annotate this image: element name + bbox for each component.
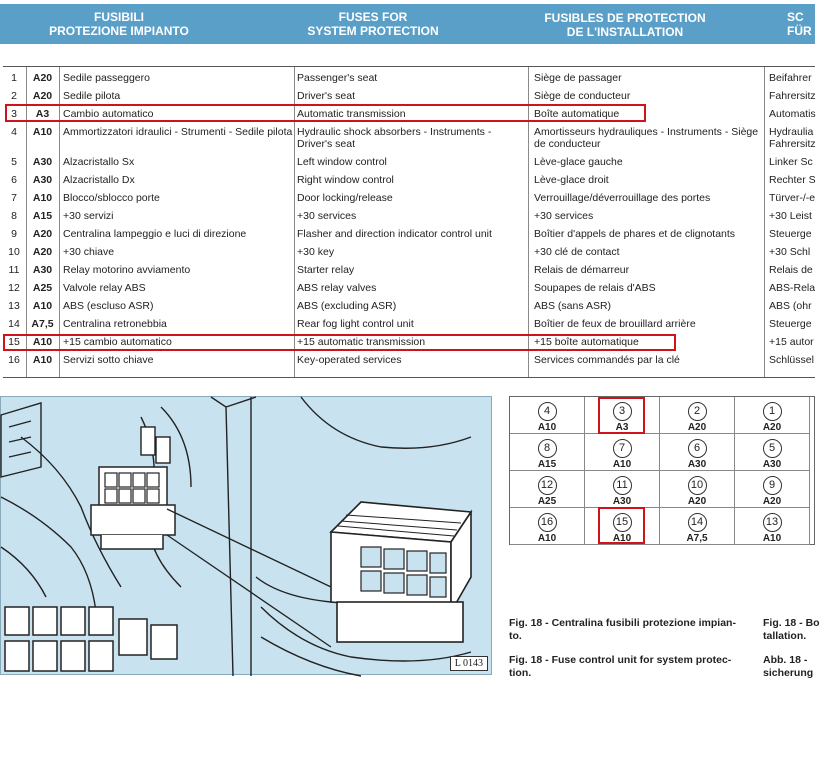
table-row [3, 315, 815, 333]
fuse-desc-italian: +15 cambio automatico [63, 336, 172, 348]
fuse-map-rating: A20 [762, 422, 782, 433]
highlight-row-15 [3, 334, 676, 351]
fuse-desc-english: Hydraulic shock absorbers - Instruments - Driver's seat [297, 126, 492, 150]
fuse-number: 9 [11, 228, 17, 240]
caption-italian-line2: to. [509, 630, 522, 642]
caption-english [509, 654, 754, 680]
table-row [3, 225, 815, 243]
fuse-desc-english: Rear fog light control unit [297, 318, 414, 330]
fuse-rating: A10 [32, 354, 53, 366]
fuse-rating: A25 [32, 282, 53, 294]
fuse-desc-french: Verrouillage/déverrouillage des portes [534, 192, 711, 204]
fuse-map-rating: A7,5 [686, 533, 708, 544]
fuse-rating: A20 [32, 90, 53, 102]
header-german [787, 10, 817, 38]
fuse-desc-german: ABS-Rela [769, 282, 816, 294]
fuse-number: 16 [8, 354, 20, 366]
fuse-map-cell [660, 397, 735, 434]
fuse-map-rating: A3 [615, 422, 629, 433]
fuse-desc-english: Automatic transmission [297, 108, 406, 120]
fuse-desc-french: ABS (sans ASR) [534, 300, 612, 312]
fuse-desc-french: Boîte automatique [534, 108, 620, 120]
fuse-map-number: 1 [763, 402, 782, 421]
table-row [3, 351, 815, 369]
fuse-map-cell [735, 434, 810, 471]
fuse-desc-french: Relais de démarreur [534, 264, 630, 276]
fuse-desc-german: ABS (ohr [769, 300, 812, 312]
fuse-map-rating: A10 [537, 533, 557, 544]
fuse-number: 10 [8, 246, 20, 258]
table-row [3, 207, 815, 225]
fuse-number: 8 [11, 210, 17, 222]
fuse-desc-english: ABS (excluding ASR) [297, 300, 397, 312]
table-row [3, 69, 815, 87]
header-french [532, 11, 718, 39]
fuse-map-cell [660, 471, 735, 508]
fuse-map-rating: A30 [687, 459, 707, 470]
fuse-desc-german: Schlüssel [769, 354, 814, 366]
table-row [3, 297, 815, 315]
fuse-map-number: 14 [688, 513, 707, 532]
header-italian-line1: FUSIBILI [94, 10, 144, 24]
fuse-desc-german: Hydraulia Fahrersitz [769, 126, 816, 150]
fuse-desc-english: +30 services [297, 210, 357, 222]
caption-german [763, 654, 815, 680]
header-french-line2: DE L'INSTALLATION [566, 25, 684, 39]
fuse-map-rating: A15 [537, 459, 557, 470]
fuse-map-number: 7 [613, 439, 632, 458]
fuse-map-cell [735, 508, 810, 545]
header-english-line1: FUSES FOR [338, 10, 408, 24]
highlight-row-3 [5, 104, 646, 122]
fuse-rating: A7,5 [31, 318, 54, 330]
fuse-desc-french: +15 boîte automatique [534, 336, 639, 348]
fuse-map-cell [735, 397, 810, 434]
fuse-rating: A20 [32, 228, 53, 240]
caption-german-line1: Abb. 18 - [763, 654, 808, 666]
fuse-map-cell [510, 471, 585, 508]
fuse-map-cell [660, 508, 735, 545]
table-row [3, 171, 815, 189]
fuse-number: 6 [11, 174, 17, 186]
table-row [3, 243, 815, 261]
fuse-desc-italian: Relay motorino avviamento [63, 264, 191, 276]
fuse-desc-english: Door locking/release [297, 192, 393, 204]
header-german-line1: SC [787, 10, 804, 24]
fuse-number: 3 [11, 108, 17, 120]
fuse-rating: A20 [32, 246, 53, 258]
fuse-desc-english: Right window control [297, 174, 394, 186]
fuse-desc-english: Driver's seat [297, 90, 356, 102]
fuse-number: 12 [8, 282, 20, 294]
caption-italian [509, 617, 754, 643]
header-italian [42, 10, 196, 38]
header-italian-line2: PROTEZIONE IMPIANTO [49, 24, 189, 38]
fuse-desc-italian: Servizi sotto chiave [63, 354, 154, 366]
fuse-rating: A3 [35, 108, 50, 120]
caption-italian-line1: Fig. 18 - Centralina fusibili protezione impian- [509, 617, 736, 629]
fuse-desc-english: Flasher and direction indicator control unit [297, 228, 492, 240]
fuse-desc-english: Passenger's seat [297, 72, 378, 84]
header-english-line2: SYSTEM PROTECTION [307, 24, 439, 38]
fuse-map-number: 6 [688, 439, 707, 458]
caption-german-line2: sicherung [763, 667, 814, 679]
caption-french-line2: tallation. [763, 630, 807, 642]
fuse-rating: A20 [32, 72, 53, 84]
fuse-desc-french: +30 services [534, 210, 594, 222]
fuse-desc-italian: Sedile passeggero [63, 72, 150, 84]
fuse-desc-german: Automatis [769, 108, 816, 120]
fuse-rating: A30 [32, 264, 53, 276]
header-german-line2: FÜR I [787, 24, 819, 38]
fuse-map-rating: A30 [612, 496, 632, 507]
table-row [3, 189, 815, 207]
fuse-map-number: 15 [613, 513, 632, 532]
fuse-desc-german: Rechter S [769, 174, 816, 186]
fuse-desc-german: Fahrersitz [769, 90, 816, 102]
fuse-box-illustration [0, 396, 492, 675]
table-row [3, 153, 815, 171]
fuse-desc-french: Amortisseurs hydrauliques - Instruments - Siège de conducteur [534, 126, 759, 150]
caption-english-line1: Fig. 18 - Fuse control unit for system protec- [509, 654, 732, 666]
fuse-map-number: 2 [688, 402, 707, 421]
fuse-desc-italian: Valvole relay ABS [63, 282, 146, 294]
header-english [300, 10, 446, 38]
fuse-map-rating: A20 [687, 496, 707, 507]
fuse-desc-french: Siège de conducteur [534, 90, 631, 102]
fuse-desc-english: Key-operated services [297, 354, 402, 366]
fuse-desc-german: Relais de [769, 264, 813, 276]
fuse-desc-italian: Blocco/sblocco porte [63, 192, 160, 204]
fuse-map-number: 9 [763, 476, 782, 495]
fuse-map-cell [510, 434, 585, 471]
fuse-desc-english: Starter relay [297, 264, 355, 276]
fuse-desc-english: Left window control [297, 156, 387, 168]
fuse-desc-english: ABS relay valves [297, 282, 377, 294]
fuse-rating: A10 [32, 192, 53, 204]
table-row [3, 123, 815, 153]
table-row [3, 87, 815, 105]
fuse-rating: A30 [32, 174, 53, 186]
fuse-desc-italian: Sedile pilota [63, 90, 121, 102]
fuse-desc-german: Türver-/-e [769, 192, 816, 204]
fuse-desc-french: Lève-glace gauche [534, 156, 623, 168]
fuse-desc-french: Lève-glace droit [534, 174, 609, 186]
fuse-map-number: 5 [763, 439, 782, 458]
fuse-map-rating: A20 [762, 496, 782, 507]
caption-french [763, 617, 820, 643]
fuse-map-rating: A30 [762, 459, 782, 470]
fuse-map-cell [585, 434, 660, 471]
caption-english-line2: tion. [509, 667, 532, 679]
fuse-desc-french: Boîtier d'appels de phares et de clignotants [534, 228, 736, 240]
fuse-rating: A10 [32, 336, 53, 348]
fuse-desc-italian: Cambio automatico [63, 108, 154, 120]
fuse-map-rating: A20 [687, 422, 707, 433]
table-row [3, 261, 815, 279]
fuse-desc-german: Steuerge [769, 228, 812, 240]
fuse-map-number: 3 [613, 402, 632, 421]
fuse-desc-german: +15 autor [769, 336, 814, 348]
fuse-desc-french: Siège de passager [534, 72, 622, 84]
fuse-number: 5 [11, 156, 17, 168]
fuse-number: 7 [11, 192, 17, 204]
fuse-number: 1 [11, 72, 17, 84]
fuse-desc-french: Boîtier de feux de brouillard arrière [534, 318, 696, 330]
fuse-desc-italian: +30 chiave [63, 246, 115, 258]
fuse-desc-english: +15 automatic transmission [297, 336, 426, 348]
fuse-map-number: 13 [763, 513, 782, 532]
fuse-desc-french: Services commandés par la clé [534, 354, 680, 366]
fuse-desc-italian: Alzacristallo Sx [63, 156, 135, 168]
fuse-number: 4 [11, 126, 17, 138]
illustration-reference-label: L 0143 [450, 656, 488, 671]
fuse-desc-italian: +30 servizi [63, 210, 114, 222]
fuse-map-rating: A10 [537, 422, 557, 433]
fuse-desc-italian: Ammortizzatori idraulici - Strumenti - Sedile pilota [63, 126, 293, 138]
fuse-map-number: 11 [613, 476, 632, 495]
fuse-number: 14 [8, 318, 20, 330]
fuse-desc-german: Steuerge [769, 318, 812, 330]
fuse-number: 13 [8, 300, 20, 312]
fuse-desc-italian: Centralina lampeggio e luci di direzione [63, 228, 247, 240]
table-header-band [0, 4, 819, 44]
fuse-map-rating: A10 [612, 533, 632, 544]
fuse-map-cell [585, 471, 660, 508]
fuse-map-cell [735, 471, 810, 508]
fuse-desc-english: +30 key [297, 246, 335, 258]
fuse-number: 2 [11, 90, 17, 102]
header-french-line1: FUSIBLES DE PROTECTION [544, 11, 706, 25]
fuse-map-rating: A10 [762, 533, 782, 544]
fuse-rating: A15 [32, 210, 53, 222]
table-row [3, 279, 815, 297]
fuse-map-number: 12 [538, 476, 557, 495]
fuse-map-cell [510, 397, 585, 434]
fuse-desc-italian: ABS (escluso ASR) [63, 300, 154, 312]
fuse-map-number: 8 [538, 439, 557, 458]
fuse-map-cell [660, 434, 735, 471]
engine-bay-drawing [1, 397, 493, 676]
highlight-map-fuse-3 [598, 397, 645, 434]
fuse-desc-german: Linker Sc [769, 156, 813, 168]
fuse-number: 11 [8, 264, 20, 276]
fuse-desc-italian: Alzacristallo Dx [63, 174, 135, 186]
fuse-desc-italian: Centralina retronebbia [63, 318, 167, 330]
fuse-desc-french: +30 clé de contact [534, 246, 620, 258]
fuse-map-number: 10 [688, 476, 707, 495]
fuse-desc-german: Beifahrer [769, 72, 812, 84]
fuse-map-number: 16 [538, 513, 557, 532]
fuse-rating: A30 [32, 156, 53, 168]
fuse-rating: A10 [32, 300, 53, 312]
caption-french-line1: Fig. 18 - Bo [763, 617, 820, 629]
highlight-map-fuse-15 [598, 507, 645, 544]
fuse-map-cell [510, 508, 585, 545]
fuse-position-map [509, 396, 815, 545]
fuse-map-number: 4 [538, 402, 557, 421]
fuse-desc-french: Soupapes de relais d'ABS [534, 282, 656, 294]
fuse-map-rating: A25 [537, 496, 557, 507]
fuse-rating: A10 [32, 126, 53, 138]
fuse-number: 15 [8, 336, 20, 348]
fuse-desc-german: +30 Leist [769, 210, 812, 222]
fuse-desc-german: +30 Schl [769, 246, 811, 258]
fuse-map-rating: A10 [612, 459, 632, 470]
